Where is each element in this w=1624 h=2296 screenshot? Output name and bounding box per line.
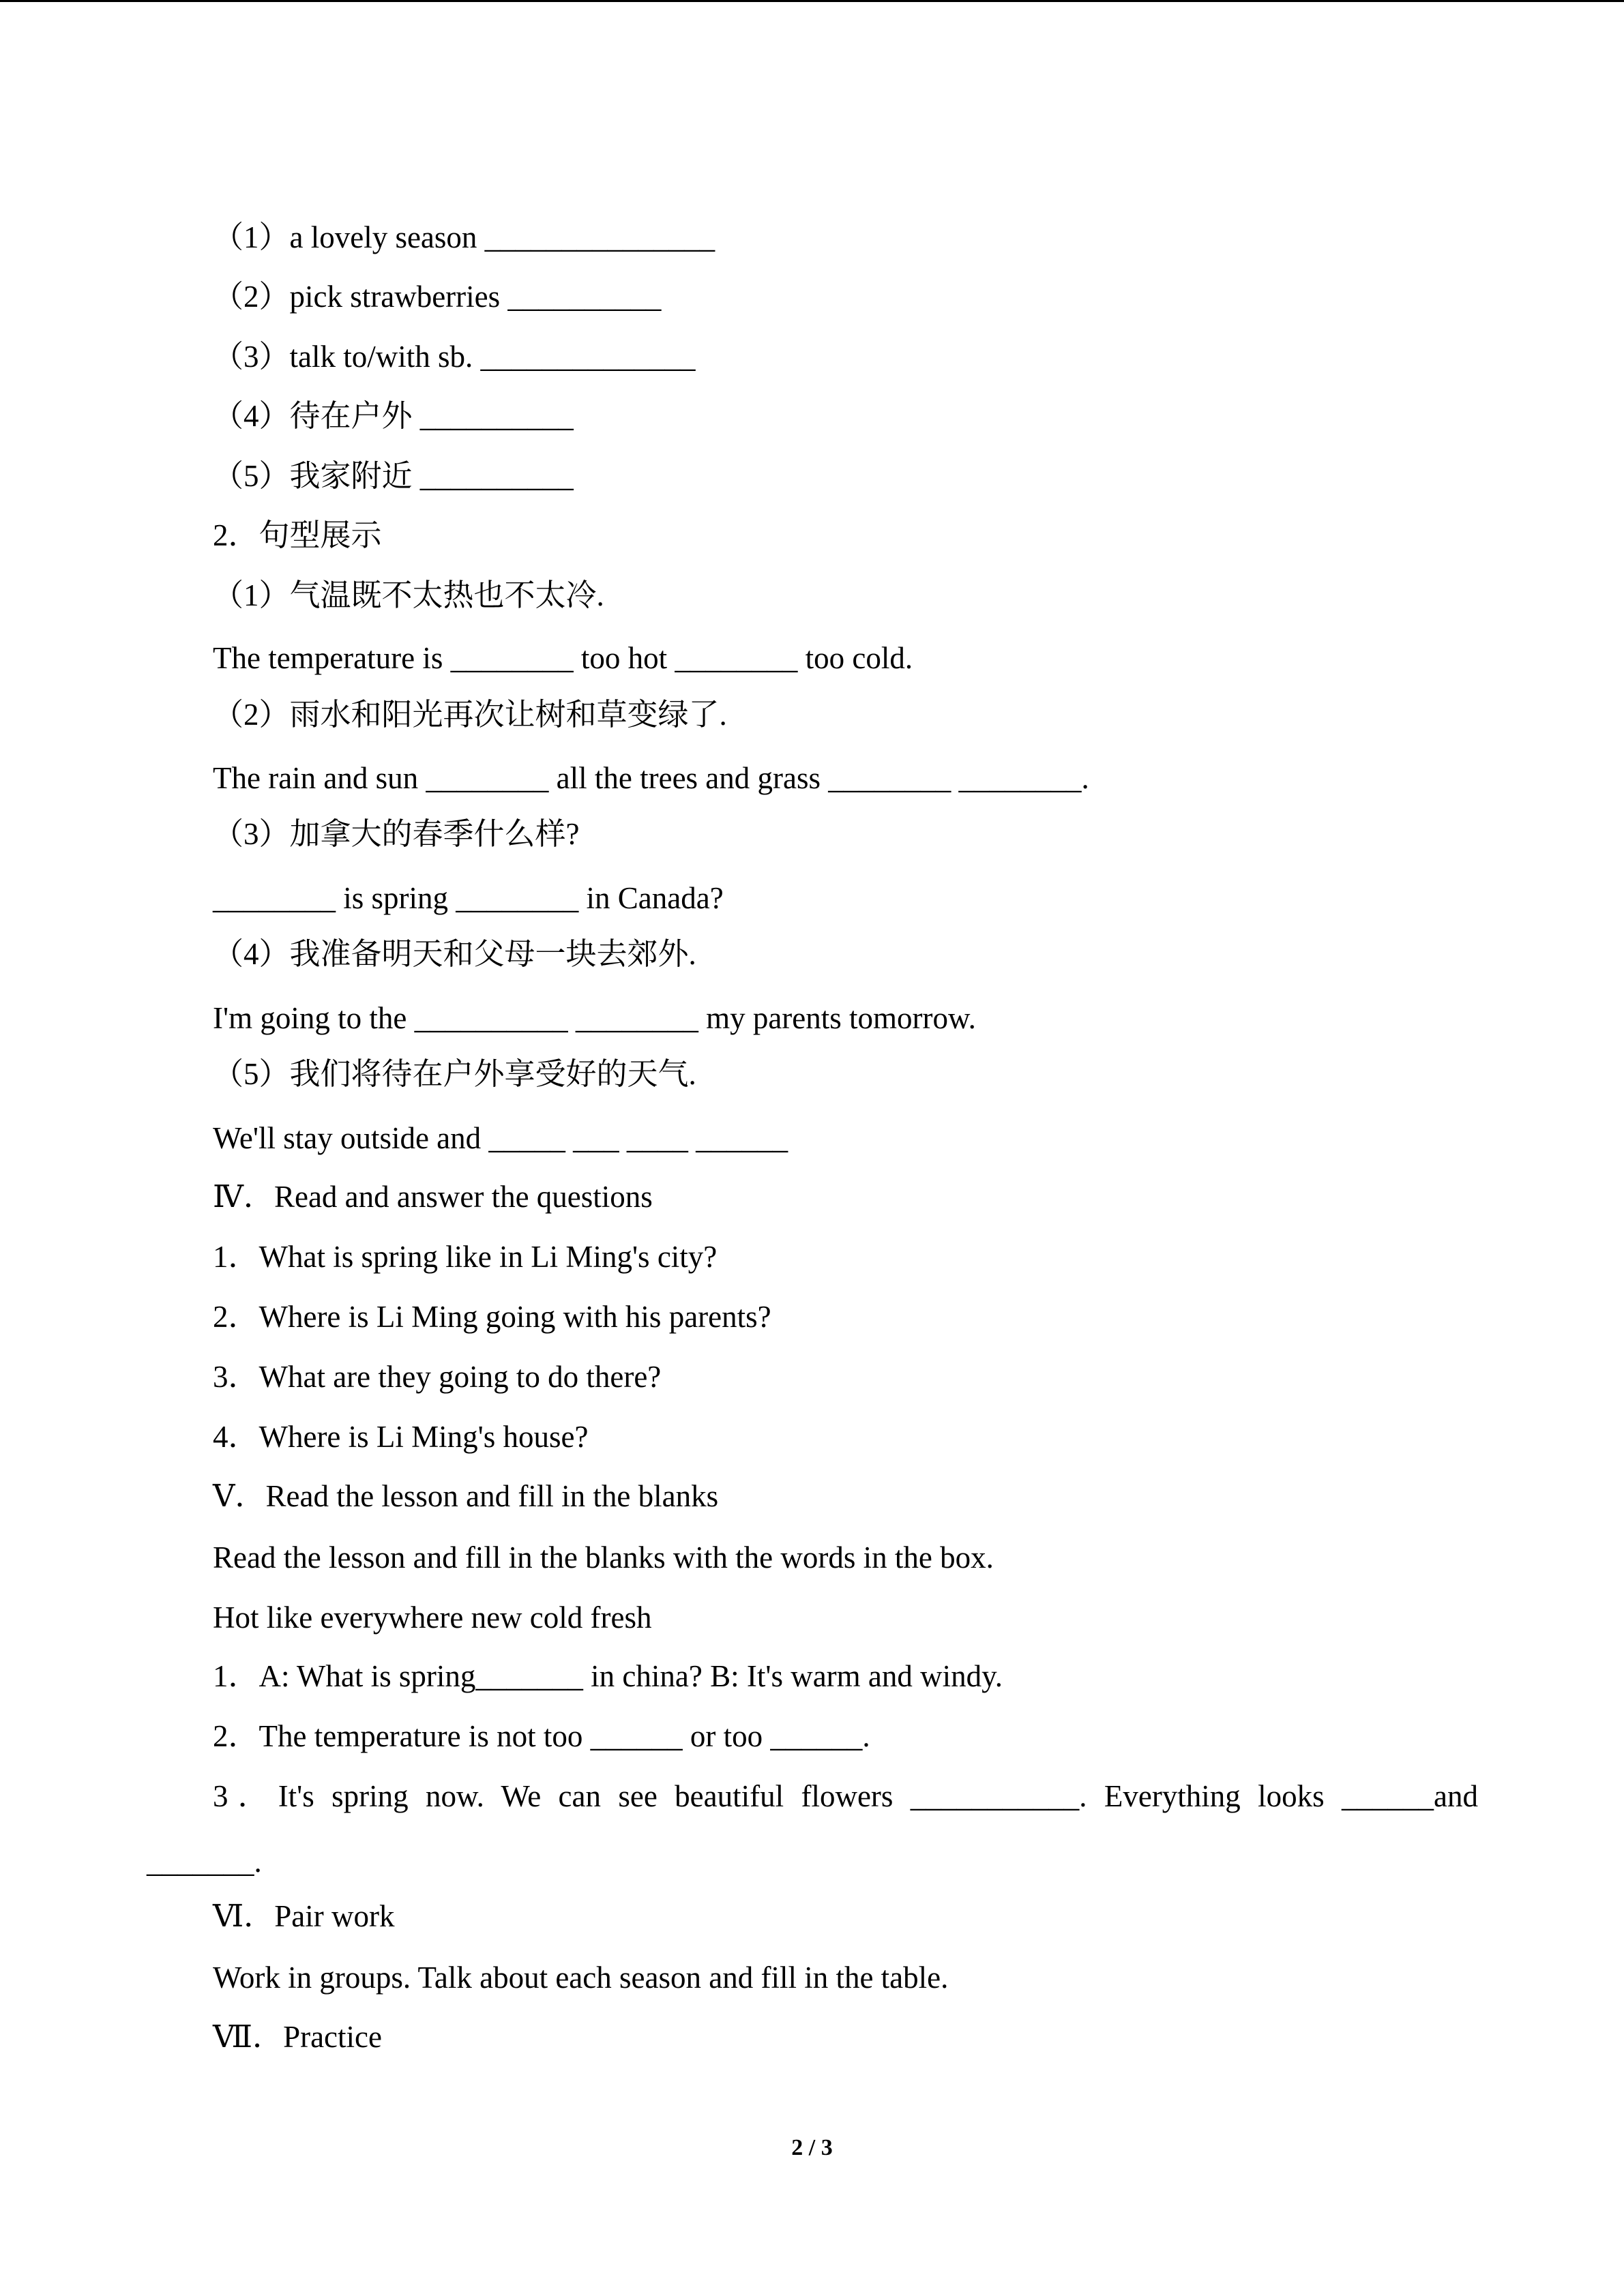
- fill-blank-2: 2．The temperature is not too ______ or too ______.: [213, 1719, 870, 1753]
- vocab-item-4: （4）待在户外 __________: [213, 399, 574, 433]
- pattern-sentence-3: ________ is spring ________ in Canada?: [213, 881, 724, 915]
- fill-blank-1: 1．A: What is spring_______ in china? B: It's warm and windy.: [213, 1659, 1003, 1693]
- word-box: Hot like everywhere new cold fresh: [213, 1600, 652, 1635]
- section-heading-iv: Ⅳ．Read and answer the questions: [213, 1180, 653, 1214]
- instruction-vi: Work in groups. Talk about each season and fill in the table.: [213, 1960, 949, 1995]
- fill-blank-3: 3．It's spring now. We can see beautiful flowers ___________. Everything looks ______and: [213, 1779, 1478, 1813]
- vocab-item-1: （1）a lovely season _______________: [213, 220, 715, 254]
- section-heading-vii: Ⅶ．Practice: [213, 2020, 382, 2054]
- pattern-prompt-1: （1）气温既不太热也不太冷.: [213, 578, 604, 612]
- section-heading-sentence-patterns: 2．句型展示: [213, 518, 382, 552]
- page-number: 2 / 3: [791, 2135, 833, 2160]
- pattern-prompt-4: （4）我准备明天和父母一块去郊外.: [213, 937, 696, 971]
- pattern-sentence-1: The temperature is ________ too hot ________ too cold.: [213, 641, 913, 675]
- instruction-v: Read the lesson and fill in the blanks with the words in the box.: [213, 1540, 994, 1575]
- question-3: 3．What are they going to do there?: [213, 1360, 662, 1394]
- pattern-sentence-5: We'll stay outside and _____ ___ ____ ______: [213, 1121, 788, 1155]
- question-1: 1．What is spring like in Li Ming's city?: [213, 1240, 718, 1274]
- question-4: 4．Where is Li Ming's house?: [213, 1420, 589, 1454]
- pattern-prompt-5: （5）我们将待在户外享受好的天气.: [213, 1057, 696, 1091]
- pattern-prompt-3: （3）加拿大的春季什么样?: [213, 817, 580, 851]
- fill-blank-3-continued: _______.: [147, 1845, 262, 1879]
- pattern-sentence-2: The rain and sun ________ all the trees and grass ________ ________.: [213, 761, 1089, 795]
- section-heading-vi: Ⅵ．Pair work: [213, 1899, 395, 1933]
- page-top-border: [0, 0, 1624, 2]
- vocab-item-5: （5）我家附近 __________: [213, 459, 574, 493]
- section-heading-v: Ⅴ．Read the lesson and fill in the blanks: [213, 1479, 719, 1513]
- pattern-sentence-4: I'm going to the __________ ________ my parents tomorrow.: [213, 1001, 976, 1035]
- vocab-item-2: （2）pick strawberries __________: [213, 280, 662, 314]
- pattern-prompt-2: （2）雨水和阳光再次让树和草变绿了.: [213, 698, 727, 732]
- question-2: 2．Where is Li Ming going with his parents?: [213, 1300, 771, 1334]
- vocab-item-3: （3）talk to/with sb. ______________: [213, 340, 696, 374]
